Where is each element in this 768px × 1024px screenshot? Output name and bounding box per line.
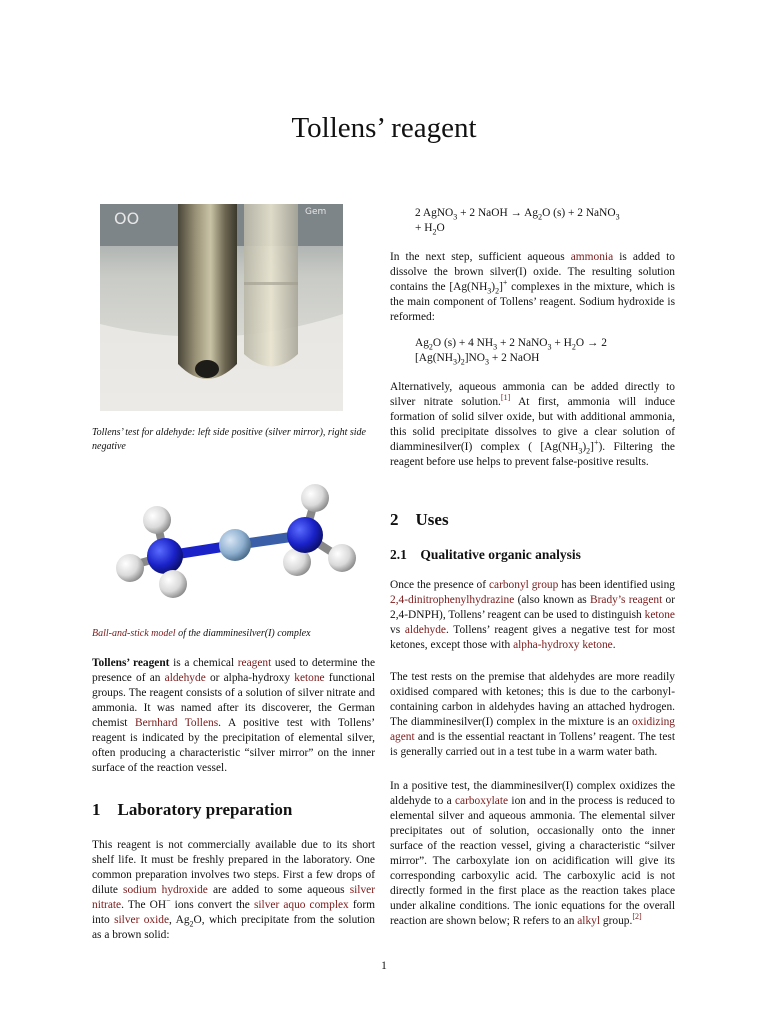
ammonia-link[interactable]: ammonia bbox=[570, 251, 614, 263]
uses-paragraph-3: In a positive test, the diamminesilver(I) complex oxidizes the aldehyde to a carboxylate ion and in the process is reduced to elemental silver and aqueous ammonia. The elemental silver precipitates out of solution, occasionally onto the inner surface of the reaction vessel, giving a characteristic “silver mirror”. The carboxylate ion on acidification will give its corresponding carboxylic acid. The carboxylic acid is not directly formed in the first place as the reaction takes place under alkaline conditions. The ionic equations for the overall reaction are shown below; R refers to an alkyl group.[2] bbox=[390, 780, 675, 927]
uses-paragraph-1: Once the presence of carbonyl group has been identified using 2,4-dinitrophenylhydrazine (also known as Brady’s reagent or 2,4-DNPH), Tollens’ reagent can be used to distinguish ketone vs aldehyde. Tollens’ reagent gives a negative test for most ketones, except those with alpha-hydroxy ketone. bbox=[390, 579, 675, 651]
equation-1: 2 AgNO$_3$ + 2 NaOH → $Ag_2O$ (s) + 2 NaNO$_3$ + $H_2O$ bbox=[415, 207, 620, 237]
silver-oxide-link[interactable]: silver oxide bbox=[114, 914, 170, 926]
reagent-link[interactable]: reagent bbox=[237, 657, 272, 669]
silver-nitrate-link[interactable]: silver nitrate bbox=[92, 884, 376, 911]
silver-aquo-complex-link[interactable]: silver aquo complex bbox=[253, 899, 349, 911]
equation-2: $Ag_2O$ (s) + 4 $NH_3 + 2$ NaNO$_3$ + $H_2O \to 2$ $[Ag(NH_3)_2]NO_3 + 2$ NaOH bbox=[415, 337, 607, 367]
ketone-link-2[interactable]: ketone bbox=[644, 609, 675, 621]
oxidizing-agent-link[interactable]: oxidizing agent bbox=[390, 716, 675, 743]
ball-and-stick-model-image bbox=[105, 478, 365, 603]
alternative-paragraph: Alternatively, aqueous ammonia can be added directly to silver nitrate solution.[1] At first, ammonia will induce formation of solid silver oxide, but with additional ammonia, this solid precipitate dissolves to give a clear solution of diamminesilver(I) complex ( $[Ag(NH_3)_2]^+$). Filtering the reagent before use helps to prevent false-positive results. bbox=[390, 381, 676, 468]
aldehyde-link[interactable]: aldehyde bbox=[164, 672, 206, 684]
aldehyde-link-2[interactable]: aldehyde bbox=[404, 624, 446, 636]
svg-text:Gem: Gem bbox=[305, 207, 327, 217]
alkyl-link[interactable]: alkyl bbox=[577, 915, 601, 927]
page-number: 1 bbox=[381, 960, 387, 972]
silver-mirror-photo bbox=[100, 204, 343, 411]
bradys-reagent-link[interactable]: Brady’s reagent bbox=[590, 594, 663, 606]
bernhard-tollens-link[interactable]: Bernhard Tollens bbox=[135, 717, 219, 729]
svg-text:OO: OO bbox=[114, 209, 140, 228]
carboxylate-link[interactable]: carboxylate bbox=[454, 795, 509, 807]
page-title: Tollens’ reagent bbox=[291, 112, 477, 144]
carbonyl-group-link[interactable]: carbonyl group bbox=[488, 579, 559, 591]
citation-2-link[interactable]: [2] bbox=[632, 912, 642, 922]
subsection-heading-qualitative-organic-analysis: 2.1 Qualitative organic analysis bbox=[390, 547, 581, 562]
alpha-hydroxy-ketone-link[interactable]: alpha-hydroxy ketone bbox=[513, 639, 613, 651]
ketone-link[interactable]: ketone bbox=[294, 672, 325, 684]
ball-and-stick-model-link[interactable]: Ball-and-stick model bbox=[92, 628, 176, 639]
intro-paragraph: Tollens’ reagent is a chemical reagent used to determine the presence of an aldehyde or alpha-hydroxy ketone functional groups. The reagent consists of a solution of silver nitrate and ammonia. It was named after its discoverer, the German chemist Bernhard Tollens. A positive test with Tollens’ reagent is indicated by the precipitation of elemental silver, often producing a characteristic “silver mirror” on the inner surface of the reaction vessel. bbox=[92, 657, 375, 774]
ammonia-paragraph: In the next step, sufficient aqueous ammonia is added to dissolve the brown silver(I) oxide. The resulting solution contains the $[Ag(NH_3)_2]^+$ complexes in the mixture, which is the main component of Tollens’ reagent. Sodium hydroxide is reformed: bbox=[390, 251, 675, 323]
uses-paragraph-2: The test rests on the premise that aldehydes are more readily oxidised compared with ketones; this is due to the carbonyl-containing carbon in aldehydes having an attached hydrogen. The diamminesilver(I) complex in the mixture is an oxidizing agent and is the essential reactant in Tollens’ reagent. The test is generally carried out in a test tube in a warm water bath. bbox=[390, 671, 675, 758]
figure-caption-2: Ball-and-stick model of the diamminesilver(I) complex bbox=[92, 628, 311, 639]
section-heading-uses: 2 Uses bbox=[390, 510, 449, 529]
figure-caption-1: Tollens’ test for aldehyde: left side positive (silver mirror), right side negative bbox=[92, 427, 366, 452]
dnph-link[interactable]: 2,4-dinitrophenylhydrazine bbox=[390, 594, 515, 606]
section-heading-laboratory-preparation: 1 Laboratory preparation bbox=[92, 800, 293, 819]
preparation-paragraph: This reagent is not commercially available due to its short shelf life. It must be freshly prepared in the laboratory. One common preparation involves two steps. First a few drops of dilute sodium hydroxide are added to some aqueous silver nitrate. The OH− ions convert the silver aquo complex form into silver oxide, $Ag_2O$, which precipitate from the solution as a brown solid: bbox=[92, 839, 376, 941]
sodium-hydroxide-link[interactable]: sodium hydroxide bbox=[123, 884, 208, 896]
citation-1-link[interactable]: [1] bbox=[500, 393, 511, 403]
